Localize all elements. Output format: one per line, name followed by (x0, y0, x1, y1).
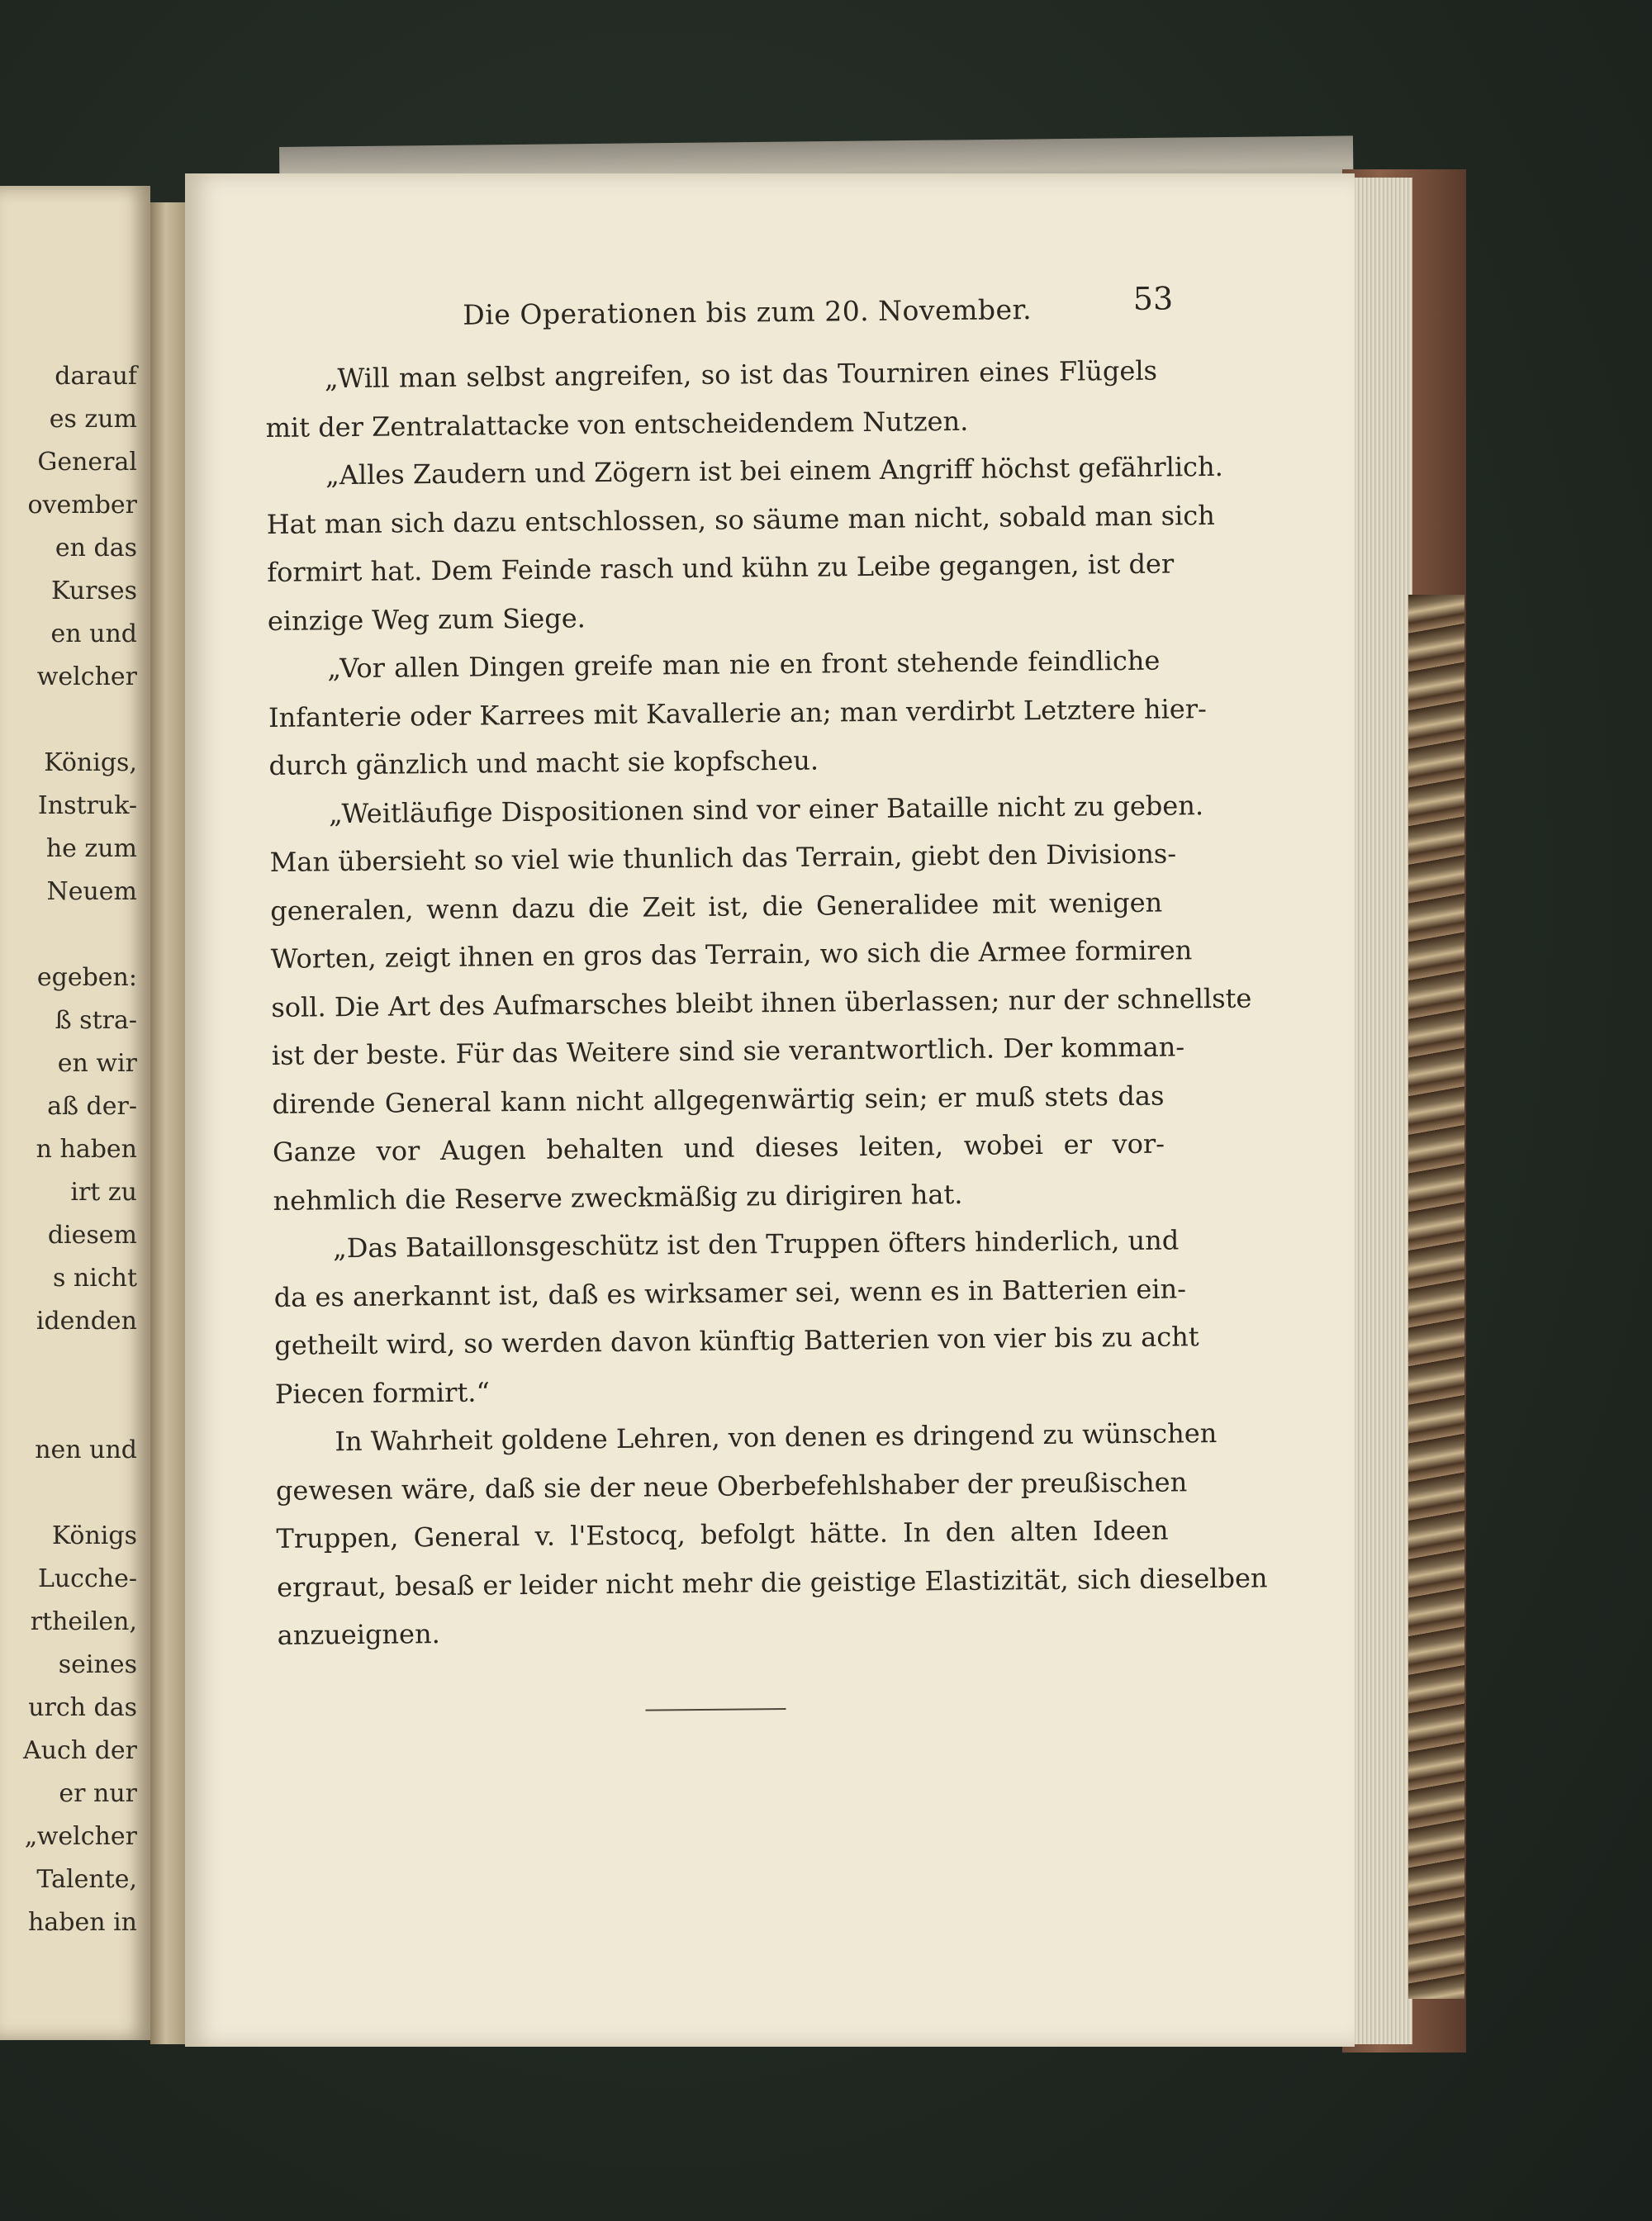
left-page-line: Königs, (44, 748, 137, 777)
left-page-line (0, 699, 150, 742)
text-line: gewesen wäre, daß sie der neue Oberbefehlshaber der preußischen (275, 1465, 1188, 1507)
text-block (264, 280, 1268, 1715)
text-line: dirende General kann nicht allgegenwärtig sein; er muß stets das (272, 1080, 1165, 1120)
left-page-line: Neuem (46, 877, 137, 906)
text-line: Truppen, General v. l'Estocq, befolgt hätte. In den alten Ideen (276, 1514, 1169, 1554)
section-rule (646, 1708, 786, 1711)
book-gutter (150, 202, 185, 2044)
left-page-line: „welcher (24, 1822, 137, 1851)
left-page-line: s nicht (52, 1264, 137, 1293)
left-page-line: en das (55, 534, 137, 562)
running-title: Die Operationen bis zum 20. November. (463, 293, 1032, 331)
left-page-line (0, 1343, 150, 1386)
text-line: Worten, zeigt ihnen en gros das Terrain, wo sich die Armee formiren (270, 934, 1193, 975)
left-page-line: Kurses (51, 577, 137, 605)
left-page-line: es zum (49, 405, 137, 434)
left-page-line: haben in (28, 1908, 137, 1937)
left-page-line: seines (58, 1650, 137, 1679)
left-page-line: idenden (36, 1307, 137, 1336)
page-edges (1355, 178, 1412, 2044)
left-page-line: diesem (47, 1221, 137, 1250)
text-line: formirt hat. Dem Feinde rasch und kühn zu Leibe gegangen, ist der (267, 548, 1175, 588)
left-page-text (0, 355, 150, 1944)
text-line: ergraut, besaß er leider nicht mehr die geistige Elastizität, sich dieselben (276, 1561, 1268, 1603)
left-page-line: irt zu (70, 1178, 137, 1207)
left-page-line: Talente, (36, 1865, 137, 1894)
left-page-line: aß der- (47, 1092, 137, 1121)
text-line: nehmlich die Reserve zweckmäßig zu dirigiren hat. (273, 1178, 963, 1217)
left-page-line: darauf (55, 362, 137, 391)
text-line: Ganze vor Augen behalten und dieses leiten, wobei er vor- (272, 1127, 1165, 1168)
text-line: da es anerkannt ist, daß es wirksamer sei, wenn es in Batterien ein- (273, 1272, 1187, 1313)
running-head (264, 280, 1174, 355)
left-page-line: n haben (36, 1135, 137, 1164)
left-page-line: en wir (57, 1049, 137, 1078)
text-line: Infanterie oder Karrees mit Kavallerie an; man verdirbt Letztere hier- (268, 692, 1208, 733)
left-page-line: egeben: (36, 963, 137, 992)
marbled-endpaper (1408, 595, 1464, 1999)
left-page-line: rtheilen, (30, 1607, 137, 1636)
text-line: Piecen formirt.“ (274, 1375, 491, 1410)
text-line: „Vor allen Dingen greife man nie en front stehende feindliche (327, 644, 1161, 685)
left-page-line: he zum (45, 834, 137, 863)
left-page-line: Auch der (23, 1736, 137, 1765)
text-line: anzueignen. (277, 1618, 440, 1651)
page-number: 53 (1132, 280, 1174, 317)
left-page-line: Königs (51, 1521, 137, 1550)
text-line: soll. Die Art des Aufmarsches bleibt ihnen überlassen; nur der schnellste (271, 982, 1252, 1023)
left-page-line: nen und (35, 1436, 137, 1464)
text-line: getheilt wird, so werden davon künftig Batterien von vier bis zu acht (274, 1321, 1199, 1361)
left-page-line: ovember (27, 491, 137, 520)
text-line: „Alles Zaudern und Zögern ist bei einem Angriff höchst gefährlich. (325, 450, 1223, 491)
left-page-line: er nur (59, 1779, 137, 1808)
left-facing-page (0, 186, 150, 2040)
text-line: „Will man selbst angreifen, so ist das Tourniren eines Flügels (324, 354, 1158, 395)
left-page-line: welcher (36, 662, 137, 691)
left-page-line (0, 1386, 150, 1429)
left-page-line (0, 914, 150, 956)
left-page-line: ß stra- (55, 1006, 137, 1035)
text-line: Hat man sich dazu entschlossen, so säume man nicht, sobald man sich (266, 499, 1215, 540)
text-line: In Wahrheit goldene Lehren, von denen es dringend zu wünschen (335, 1417, 1218, 1458)
right-page (185, 173, 1355, 2047)
left-page-line: en und (50, 619, 137, 648)
text-line: „Weitläufige Dispositionen sind vor einer Bataille nicht zu geben. (328, 789, 1204, 829)
text-line: Man übersieht so viel wie thunlich das Terrain, giebt den Divisions- (269, 838, 1177, 878)
left-page-line: urch das (28, 1693, 137, 1722)
left-page-line: General (37, 448, 137, 477)
text-line: „Das Bataillonsgeschütz ist den Truppen öfters hinderlich, und (332, 1224, 1180, 1265)
text-line: generalen, wenn dazu die Zeit ist, die Generalidee mit wenigen (270, 886, 1163, 927)
body-text (265, 347, 1268, 1660)
left-page-line: Lucche- (37, 1564, 137, 1593)
left-page-line (0, 1472, 150, 1515)
left-page-line: Instruk- (37, 791, 137, 820)
text-line: ist der beste. Für das Weitere sind sie verantwortlich. Der komman- (271, 1031, 1185, 1071)
text-line: einzige Weg zum Siege. (267, 601, 586, 637)
text-line: mit der Zentralattacke von entscheidendem Nutzen. (265, 405, 969, 444)
text-line: durch gänzlich und macht sie kopfscheu. (268, 744, 819, 781)
